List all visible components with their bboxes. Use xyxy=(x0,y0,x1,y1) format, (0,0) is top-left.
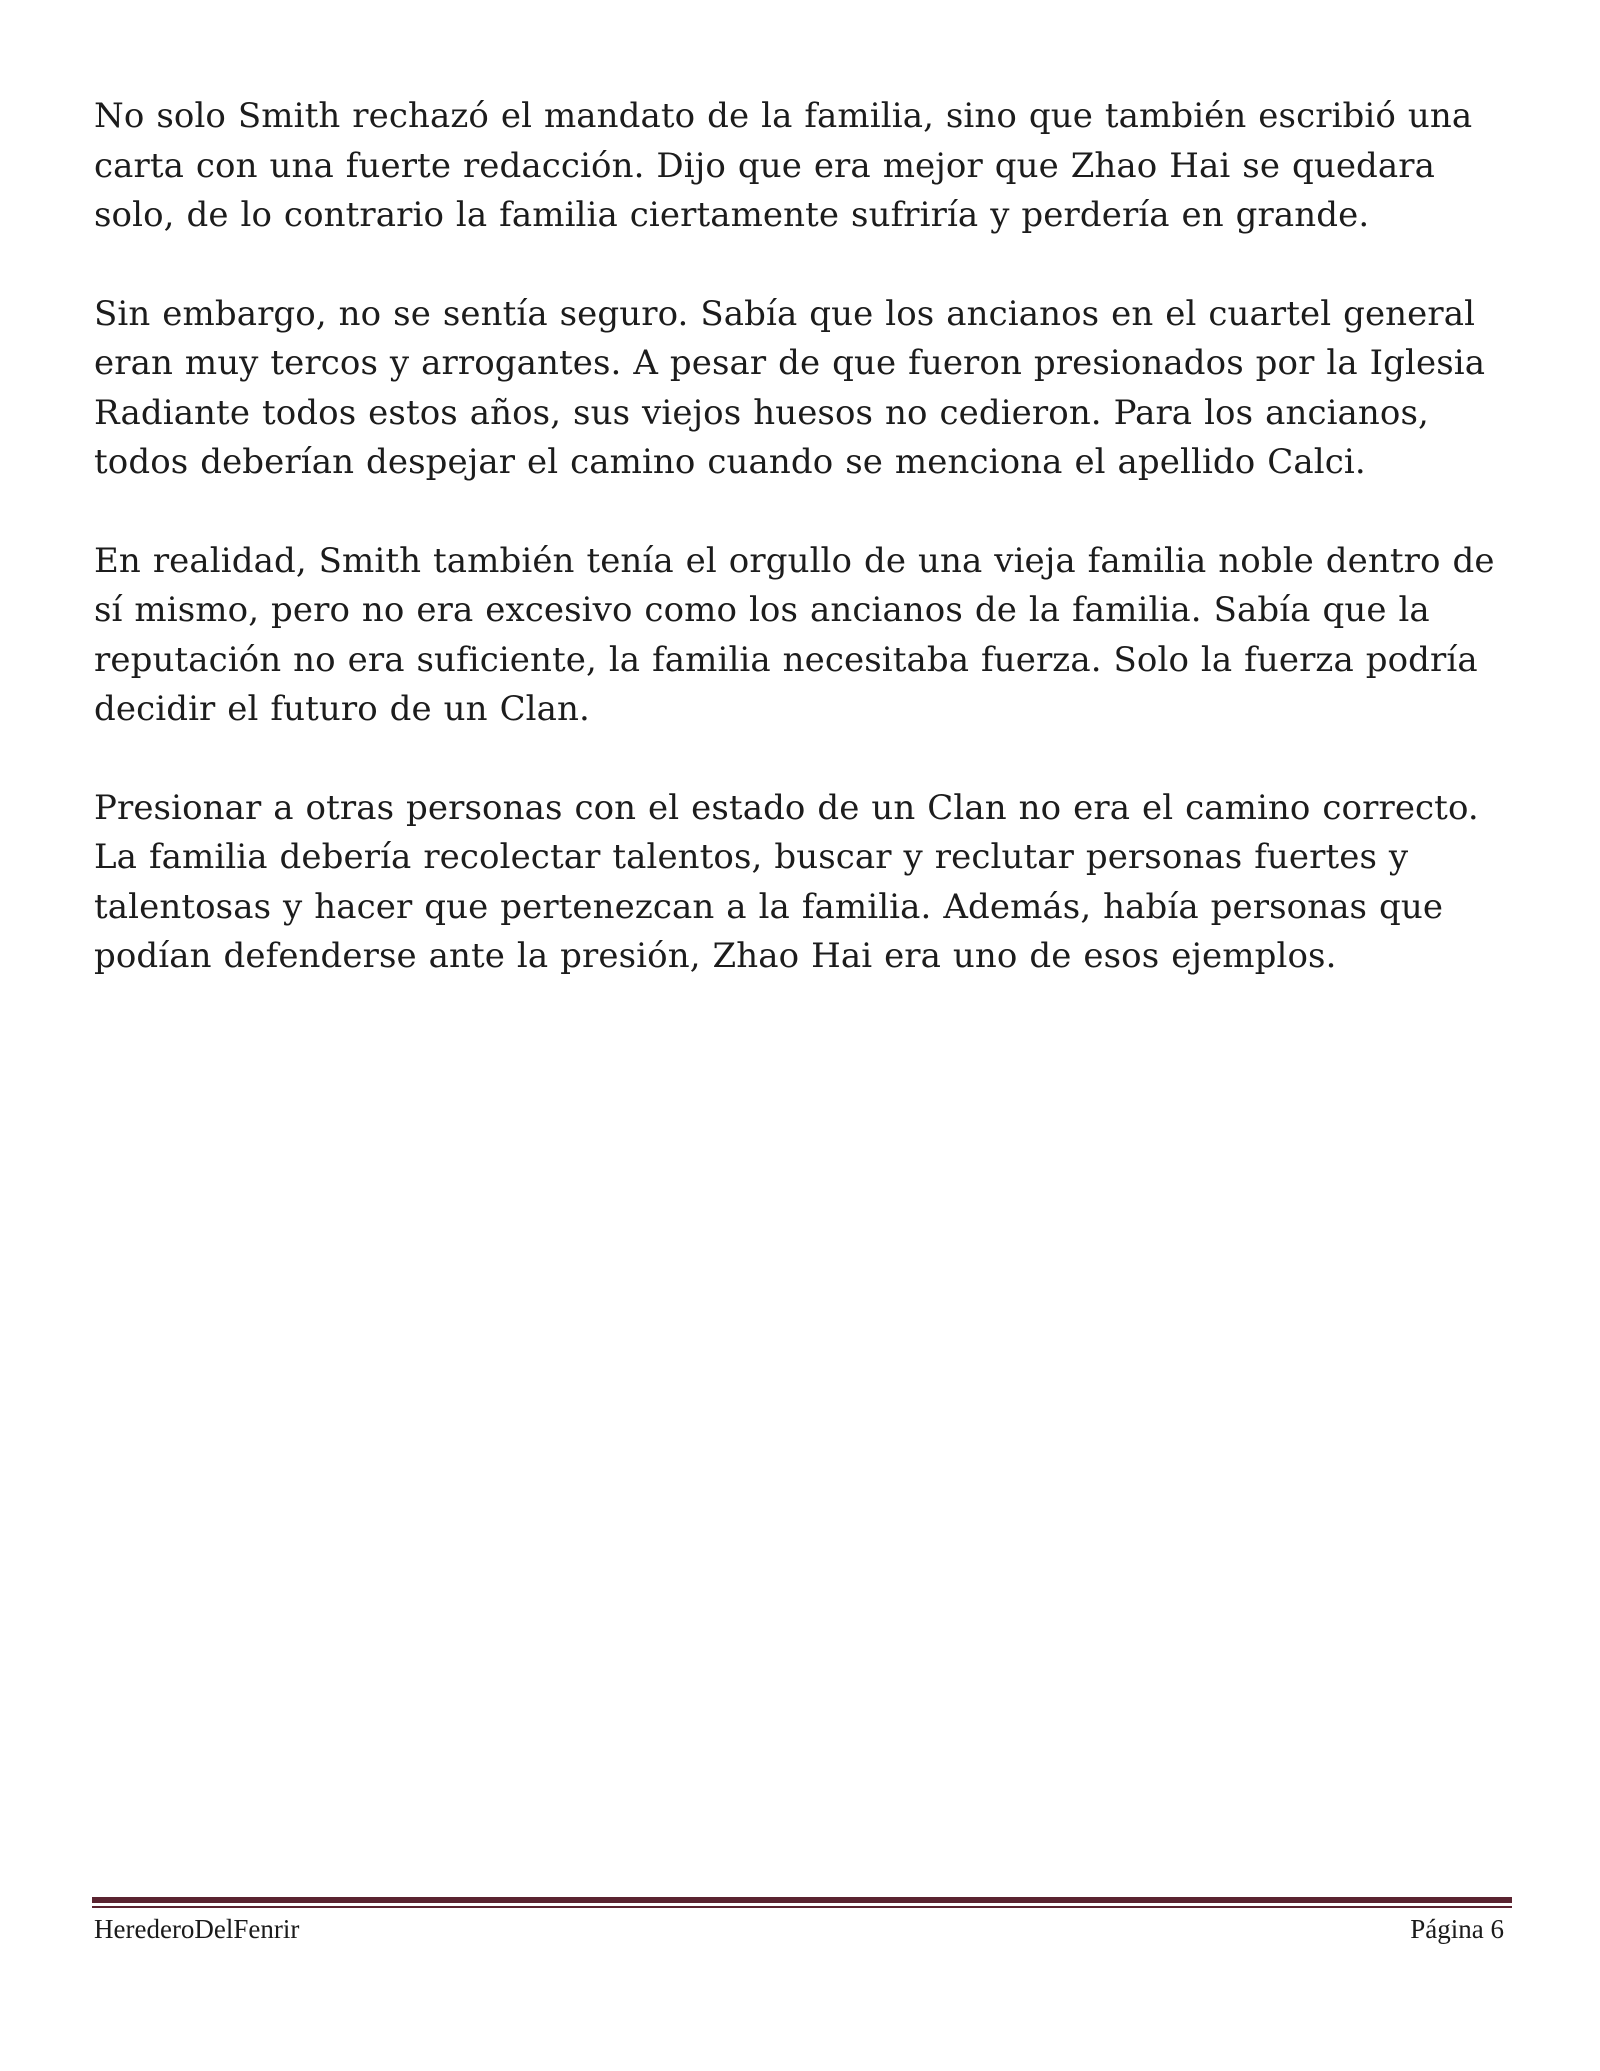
page-footer xyxy=(94,1914,1504,1945)
footer-divider-thin-line xyxy=(92,1906,1512,1908)
paragraph-4: Presionar a otras personas con el estado de un Clan no era el camino correcto. La familia debería recolectar talentos, buscar y reclutar personas fuertes y talentosas y hacer que pertenezcan a la familia. Además, había personas que podían defenderse ante la presión, Zhao Hai era uno de esos ejemplos. xyxy=(94,787,1479,976)
paragraph-1: No solo Smith rechazó el mandato de la familia, sino que también escribió una carta con una fuerte redacción. Dijo que era mejor que Zhao Hai se quedara solo, de lo contrario la familia ciertamente sufriría y perdería en grande. xyxy=(94,96,1473,235)
paragraph-3: En realidad, Smith también tenía el orgullo de una vieja familia noble dentro de sí mismo, pero no era excesivo como los ancianos de la familia. Sabía que la reputación no era suficiente, la familia necesitaba fuerza. Solo la fuerza podría decidir el futuro de un Clan. xyxy=(94,540,1495,729)
footer-divider xyxy=(92,1897,1512,1908)
document-body xyxy=(94,92,1514,1031)
paragraph-2: Sin embargo, no se sentía seguro. Sabía que los ancianos en el cuartel general eran muy tercos y arrogantes. A pesar de que fueron presionados por la Iglesia Radiante todos estos años, sus viejos huesos no cedieron. Para los ancianos, todos deberían despejar el camino cuando se menciona el apellido Calci. xyxy=(94,293,1486,482)
footer-divider-thick-line xyxy=(92,1897,1512,1903)
footer-author: HerederoDelFenrir xyxy=(94,1914,300,1944)
footer-page-number: Página 6 xyxy=(1410,1914,1504,1944)
